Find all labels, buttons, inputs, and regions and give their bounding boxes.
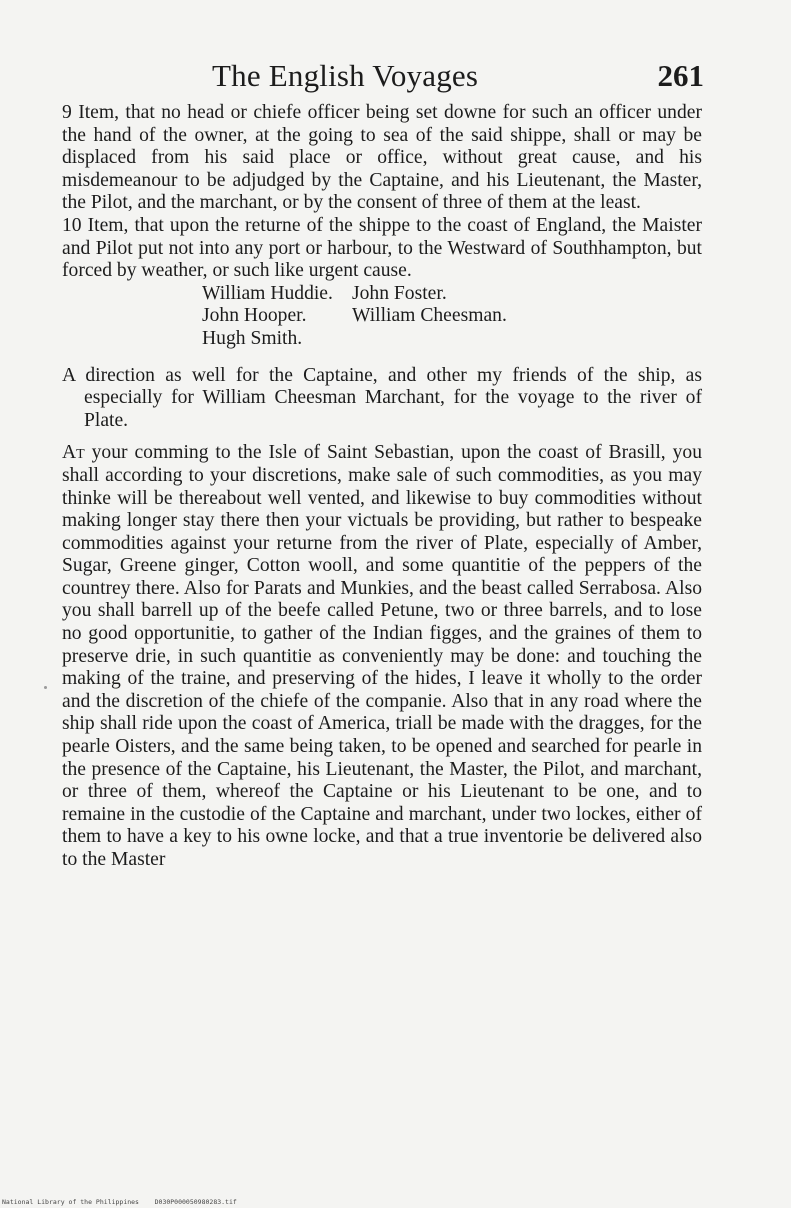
direction-body-paragraph [62, 442, 702, 871]
margin-speck [44, 686, 47, 689]
signature-name: William Cheesman. [352, 305, 507, 327]
page-number: 261 [657, 58, 704, 93]
signature-name: John Hooper. [202, 305, 307, 327]
signature-row [202, 305, 702, 328]
direction-heading: A direction as well for the Captaine, and other my friends of the ship, as especially for William Cheesman Marchant, for the voyage to the river of Plate. [62, 364, 702, 431]
body-text: your comming to the Isle of Saint Sebastian, upon the coast of Brasill, you shall according to your discretions, make sale of such commodities, as you may thinke will be thereabout well vented, and likewise to buy commodities without making longer stay there then your victuals be providing, but rather to bespeake commodities against your returne from the river of Plate, especially of Amber, Sugar, Greene ginger, Cotton wooll, and some quantitie of the peppers of the countrey there. Also for Parats and Munkies, and the beast called Serrabosa. Also you shall barrell up of the beefe called Petune, two or three barrels, and to lose no good opportunitie, to gather of the Indian figges, and the graines of them to preserve drie, in such quantitie as conveniently may be done: and touching the making of the traine, and preserving of the hides, I leave it wholly to the order and the discretion of the chiefe of the companie. Also that in any road where the ship shall ride upon the coast of America, triall be made with the dragges, for the pearle Oisters, and the same being taken, to be opened and searched for pearle in the presence of the Captaine, his Lieutenant, the Master, the Pilot, and marchant, or three of them, whereof the Captaine or his Lieutenant to be one, and to remaine in the custodie of the Captaine and marchant, under two lockes, either of them to have a key to his owne locke, and that a true inventorie be delivered also to the Master [62, 442, 702, 870]
running-title: The English Voyages [212, 58, 479, 93]
signature-row [202, 328, 702, 351]
signature-block [202, 283, 702, 351]
signature-name: William Huddie. [202, 282, 333, 304]
item-10-paragraph: 10 Item, that upon the returne of the shippe to the coast of England, the Maister and Pilot put not into any port or harbour, to the Westward of Southhampton, but forced by weather, or such like urgent cause. [62, 214, 702, 282]
scan-footer: National Library of the Philippines D030P000050980283.tif [2, 1198, 237, 1206]
item-9-paragraph: 9 Item, that no head or chiefe officer being set downe for such an officer under the hand of the owner, at the going to sea of the said shippe, shall or may be displaced from his said place or office, without great cause, and his misdemeanour to be adjudged by the Captaine, and his Lieutenant, the Master, the Pilot, and the marchant, or by the consent of three of them at the least. [62, 102, 702, 214]
opening-words: At [62, 442, 85, 464]
signature-name: John Foster. [352, 282, 447, 304]
book-page [62, 58, 702, 872]
signature-name: Hugh Smith. [202, 327, 303, 349]
page-header [62, 58, 702, 98]
signature-row [202, 283, 702, 306]
